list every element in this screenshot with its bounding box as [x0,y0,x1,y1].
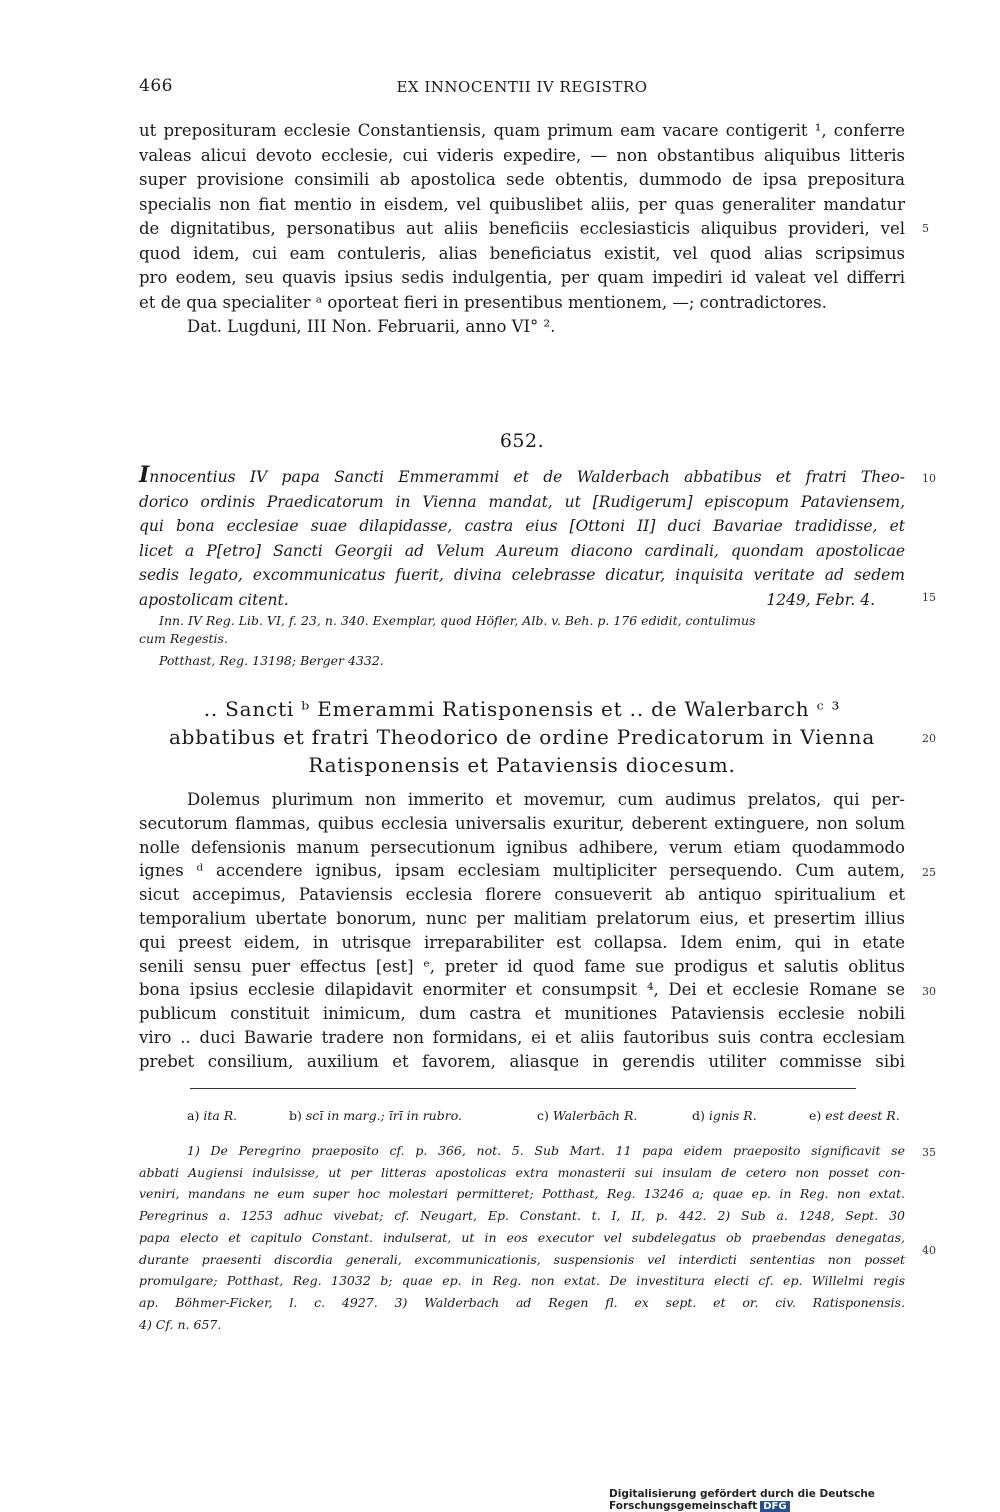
text-line: et de qua specialiter ᵃ oporteat fieri in presentibus mentionem, —; contradictores. [139,292,827,312]
text-line: bona ipsius ecclesie dilapidavit enormiter et consumpsit ⁴, Dei et ecclesie Romane se [139,980,905,1000]
text-line: ut preposituram ecclesie Constantiensis, quam primum eam vacare contigerit ¹, conferre [139,121,905,140]
text-line: prebet consilium, auxilium et favorem, aliasque in gerendis utiliter commisse sibi [139,1051,905,1071]
text-line: pro eodem, seu quavis ipsius sedis indulgentia, per quam impediri id valeat vel differri [139,268,905,287]
note-line: promulgare; Potthast, Reg. 13032 b; quae ep. in Reg. non extat. De investitura electi cf. ep. Willelmi regis [139,1273,905,1289]
address-line: Ratisponensis et Pataviensis diocesum. [308,753,736,777]
running-title: EX INNOCENTII IV REGISTRO [396,78,648,96]
line-number: 25 [922,866,936,879]
variant-text: est deest R. [825,1108,900,1123]
dating-clause: Dat. Lugduni, III Non. Februarii, anno VI° ². [187,317,556,336]
text-line: nolle defensionis manum persecutionum ignibus adhibere, verum etiam quodammodo [139,837,905,857]
initial-letter: I [139,462,150,488]
source-reference: Inn. IV Reg. Lib. VI, f. 23, n. 340. Exemplar, quod Höfler, Alb. v. Beh. p. 176 edidit, contulimus [159,613,756,628]
line-number: 30 [922,985,936,998]
note-line: veniri, mandans ne eum super hoc molestari permitteret; Potthast, Reg. 13246 a; quae ep. in Reg. non extat. [139,1186,905,1202]
note-line: 4) Cf. n. 657. [139,1316,222,1332]
variant-text: ignis R. [708,1108,757,1123]
variant-mark: e) [809,1108,822,1123]
text-line: de dignitatibus, personatibus aut aliis beneficiis ecclesiasticis aliquibus provideri, vel [139,219,905,238]
previous-document-text [139,119,905,340]
rubric-line: dorico ordinis Praedicatorum in Vienna mandat, ut [Rudigerum] episcopum Pataviensem, [139,492,905,511]
text-line: qui preest eidem, in utrisque irreparabiliter est collapsa. Idem enim, qui in etate [139,932,905,952]
text-line: senili sensu puer effectus [est] ᵉ, preter id quod fame sue prodigus et salutis oblitus [139,956,905,976]
dfg-logo: DFG [760,1501,789,1512]
variant-mark: d) [692,1108,705,1123]
line-number: 20 [922,732,936,745]
rubric-line: nnocentius IV papa Sancti Emmerammi et de Walderbach abbatibus et fratri Theo- [149,468,905,486]
note-line: Peregrinus a. 1253 adhuc vivebat; cf. Neugart, Ep. Constant. t. I, II, p. 442. 2) Sub a. 1248, Sept. 30 [139,1208,905,1224]
variant-mark: b) [289,1108,302,1123]
digitization-credit [609,1488,1000,1512]
running-header [139,76,905,106]
source-reference: Potthast, Reg. 13198; Berger 4332. [159,653,384,668]
text-line: super provisione consimili ab apostolica sede obtentis, dummodo de ipsa prepositura [139,170,905,189]
variant-text: Walerbāch R. [552,1108,638,1123]
document-date: 1249, Febr. 4. [766,590,875,609]
footnote-rule [190,1088,856,1089]
rubric-line: apostolicam citent. [139,590,289,609]
text-line: publicum constituit inimicum, dum castra et munitiones Pataviensis ecclesie nobili [139,1004,905,1024]
variant-text: ita R. [203,1108,238,1123]
historical-notes [139,1140,905,1335]
variant-text: scī in marg.; īrī in rubro. [305,1108,462,1123]
text-line: specialis non fiat mentio in eisdem, vel quibuslibet aliis, per quas generaliter mandatur [139,194,905,214]
credit-text: Digitalisierung gefördert durch die Deutsche Forschungsgemeinschaft [609,1488,875,1512]
address-block [139,695,905,779]
note-line: ap. Böhmer-Ficker, l. c. 4927. 3) Walderbach ad Regen fl. ex sept. et or. civ. Ratisponensis. [139,1294,905,1310]
text-line: viro .. duci Bawarie tradere non formidans, ei et aliis fautoribus suis contra ecclesiam [139,1027,905,1047]
line-number: 10 [922,472,936,485]
letter-body [139,788,905,1074]
note-line: 1) De Peregrino praeposito cf. p. 366, not. 5. Sub Mart. 11 papa eidem praeposito significavit se [187,1143,905,1158]
note-line: durante praesenti discordia generali, excommunicationis, suspensionis vel interdicti sententias non posset [139,1251,905,1267]
text-line: sicut accepimus, Pataviensis ecclesia florere consueverit ab antiquo spiritualium et [139,885,905,905]
text-line: quod idem, cui eam contuleris, alias beneficiatus existit, vel quod alias scripsimus [139,243,905,263]
note-line: papa electo et capitulo Constant. indulserat, ut in eos executor vel subdelegatus ob praebendas denegatas, [139,1229,905,1245]
rubric-line: licet a P[etro] Sancti Georgii ad Velum Aureum diacono cardinali, quondam apostolicae [139,541,905,560]
text-line: secutorum flammas, quibus ecclesia universalis exuritur, deberent extinguere, non solum [139,813,905,833]
line-number: 15 [922,591,936,604]
text-line: valeas alicui devoto ecclesie, cui videris expedire, — non obstantibus aliquibus litteris [139,145,905,165]
rubric-line: qui bona ecclesiae suae dilapidasse, castra eius [Ottoni II] duci Bavariae tradidisse, et [139,517,905,536]
text-line: ignes ᵈ accendere ignibus, ipsam ecclesiam multipliciter persequendo. Cum autem, [139,861,905,881]
page-number: 466 [139,76,173,96]
rubric-line: sedis legato, excommunicatus fuerit, divina celebrasse dicatur, inquisita veritate ad sedem [139,566,905,585]
note-line: abbati Augiensi indulsisse, ut per litteras apostolicas extra monasterii sui insulam de cetero non posset con- [139,1164,905,1180]
line-number: 5 [922,222,929,235]
line-number: 35 [922,1146,936,1159]
text-line: Dolemus plurimum non immerito et movemur, cum audimus prelatos, qui per- [187,790,905,809]
address-line: .. Sancti ᵇ Emerammi Ratisponensis et .. de Walerbarch ᶜ ³ [203,697,841,721]
rubric-summary [139,463,905,613]
text-line: temporalium ubertate bonorum, nunc per malitiam prelatorum eius, et presertim illius [139,908,905,928]
variant-mark: c) [537,1108,549,1123]
variant-mark: a) [187,1108,200,1123]
source-reference: cum Regestis. [139,631,228,646]
line-number: 40 [922,1244,936,1257]
document-number: 652. [499,430,545,452]
address-line: abbatibus et fratri Theodorico de ordine Predicatorum in Vienna [168,725,876,749]
